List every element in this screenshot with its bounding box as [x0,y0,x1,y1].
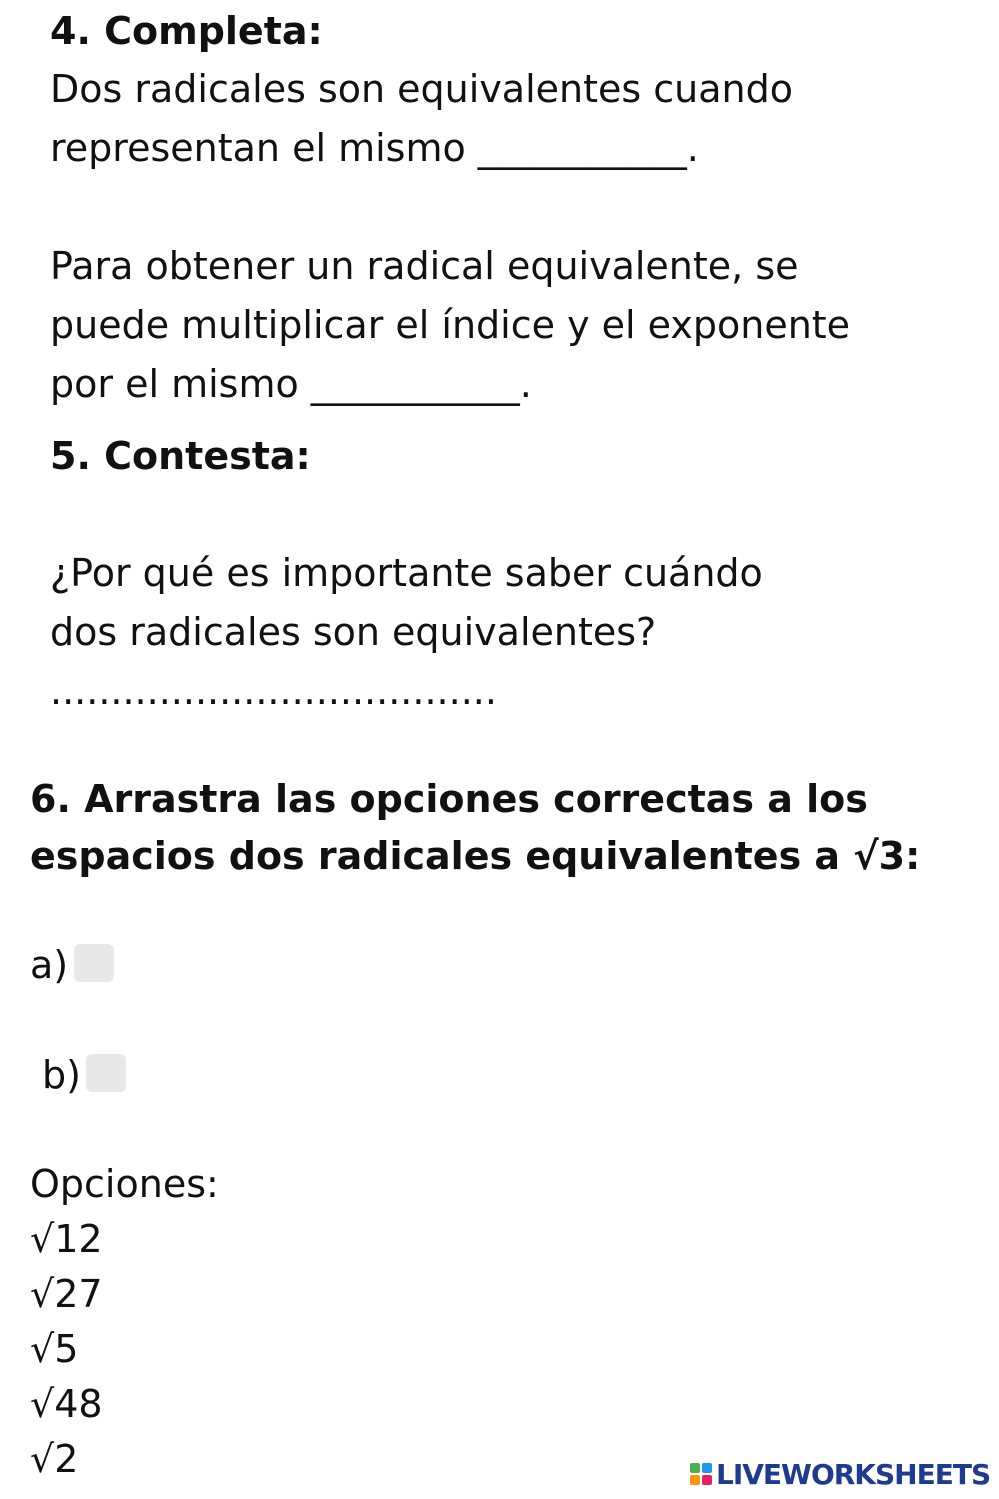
q4-text-line2: representan el mismo ___________. [50,126,699,170]
liveworksheets-logo [690,1458,990,1490]
logo-square [702,1463,712,1473]
q6-heading-line1: 6. Arrastra las opciones correctas a los [30,777,868,821]
liveworksheets-logo-icon [690,1463,712,1485]
q4-text-line1: Dos radicales son equivalentes cuando [50,67,793,111]
q4-heading: 4. Completa: [50,9,323,53]
q6-heading-line2: espacios dos radicales equivalentes a √3: [30,834,921,878]
option-sqrt-48[interactable]: √48 [30,1382,103,1426]
slot-b-label: b) [42,1053,81,1097]
q5-text-line2: dos radicales son equivalentes? [50,610,657,654]
logo-text: LIVEWORKSHEETS [716,1457,991,1491]
drop-slot-b[interactable] [86,1054,126,1092]
option-sqrt-2[interactable]: √2 [30,1437,79,1481]
q5-heading: 5. Contesta: [50,434,311,478]
q5-answer-dots[interactable]: ..................................... [50,669,497,713]
logo-square [690,1475,700,1485]
drop-slot-a[interactable] [74,944,114,982]
q4-text-line4: puede multiplicar el índice y el exponente [50,303,851,347]
q4-text-line5: por el mismo ___________. [50,362,532,406]
logo-square [690,1463,700,1473]
option-sqrt-12[interactable]: √12 [30,1217,103,1261]
options-label: Opciones: [30,1162,219,1206]
slot-a-label: a) [30,943,69,987]
logo-square [702,1475,712,1485]
option-sqrt-27[interactable]: √27 [30,1272,103,1316]
q4-text-line3: Para obtener un radical equivalente, se [50,244,799,288]
option-sqrt-5[interactable]: √5 [30,1327,79,1371]
q5-text-line1: ¿Por qué es importante saber cuándo [50,551,763,595]
